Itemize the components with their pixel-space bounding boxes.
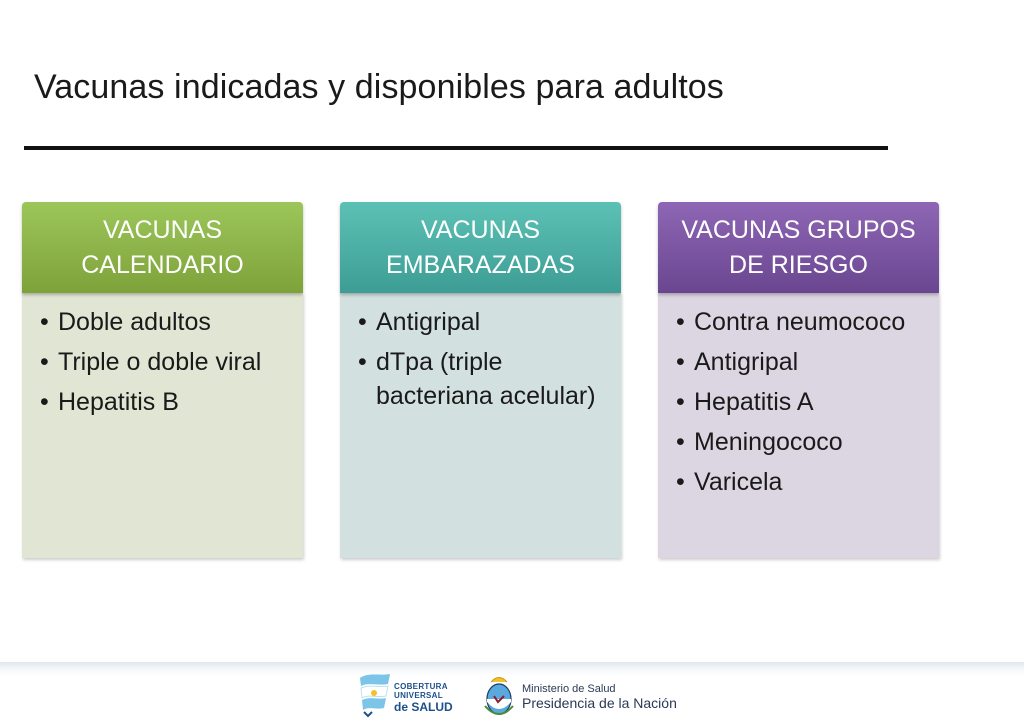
list-item: • Varicela [672,465,927,499]
list-item: • Antigripal [672,345,927,379]
column-header: VACUNAS CALENDARIO [22,202,303,293]
column-body [22,293,303,558]
list-item: • Contra neumococo [672,305,927,339]
list-item: • Triple o doble viral [36,345,291,379]
list-item: • dTpa (triple bacteriana acelular) [354,345,609,413]
ministerio-line-2: Presidencia de la Nación [522,695,677,711]
title-underline [24,146,888,150]
vaccine-list [36,305,291,419]
cobertura-universal-logo [358,672,453,718]
ministerio-line-1: Ministerio de Salud [522,683,616,695]
vaccine-list [354,305,609,413]
list-item: • Meningococo [672,425,927,459]
cobertura-line-3: de SALUD [394,700,453,714]
list-item: • Antigripal [354,305,609,339]
cobertura-line-2: UNIVERSAL [394,691,443,700]
list-item: • Hepatitis A [672,385,927,419]
flag-swoosh-icon [358,672,392,718]
column-body [658,293,939,558]
column-header: VACUNAS EMBARAZADAS [340,202,621,293]
coat-of-arms-icon [482,672,516,718]
column-vacunas-calendario [22,202,303,558]
vaccine-list [672,305,927,499]
ministerio-salud-logo [482,672,682,720]
list-item: • Doble adultos [36,305,291,339]
column-body [340,293,621,558]
column-header: VACUNAS GRUPOS DE RIESGO [658,202,939,293]
column-vacunas-embarazadas [340,202,621,558]
slide-title: Vacunas indicadas y disponibles para adultos [34,68,724,106]
cobertura-line-1: COBERTURA [394,682,448,691]
column-vacunas-grupos-de-riesgo [658,202,939,558]
list-item: • Hepatitis B [36,385,291,419]
